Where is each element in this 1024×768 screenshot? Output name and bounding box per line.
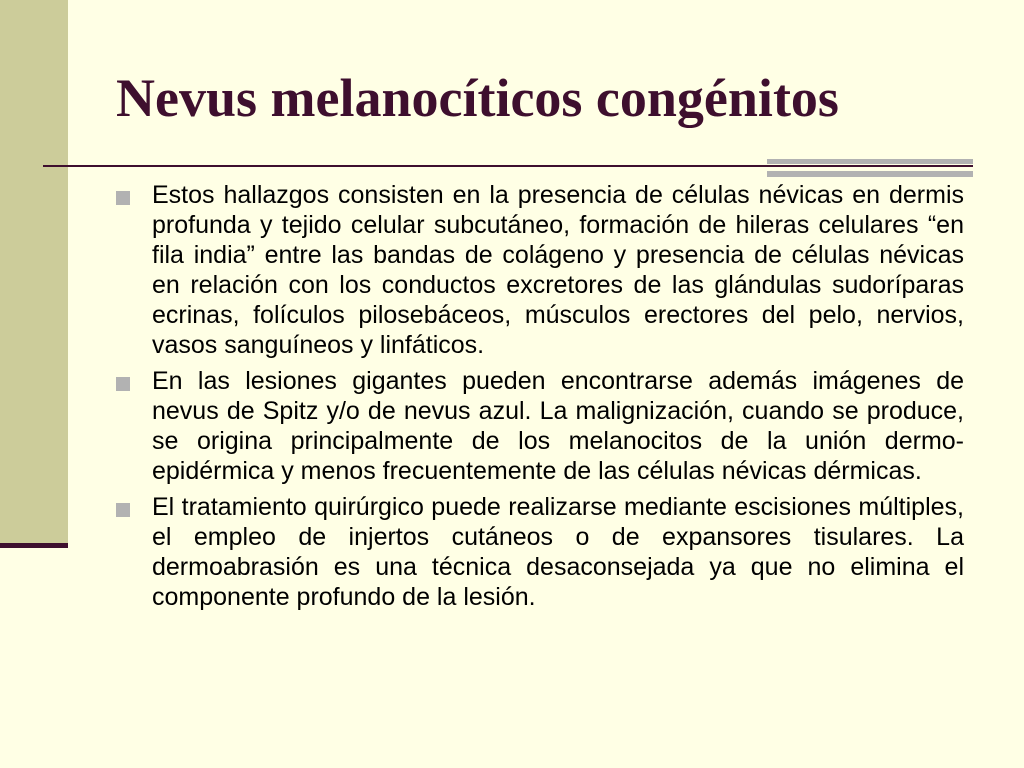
slide-title: Nevus melanocíticos congénitos: [116, 68, 839, 128]
divider-accent-bar-bottom: [767, 171, 973, 177]
bullet-list: [116, 180, 964, 612]
left-decorative-band: [0, 0, 68, 545]
bullet-item: [116, 492, 964, 612]
slide-body: [116, 180, 964, 618]
left-band-underline: [0, 543, 68, 548]
bullet-text: En las lesiones gigantes pueden encontrarse además imágenes de nevus de Spitz y/o de nevus azul. La malignización, cuando se produce, se origina principalmente de los melanocitos de la unión dermo-epidérmica y menos frecuentemente de las células névicas dérmicas.: [152, 367, 964, 485]
bullet-item: [116, 366, 964, 486]
bullet-text: Estos hallazgos consisten en la presencia de células névicas en dermis profunda y tejido celular subcutáneo, formación de hileras celulares “en fila india” entre las bandas de colágeno y presencia de células névicas en relación con los conductos excretores de las glándulas sudoríparas ecrinas, folículos pilosebáceos, músculos erectores del pelo, nervios, vasos sanguíneos y linfáticos.: [152, 181, 964, 359]
bullet-text: El tratamiento quirúrgico puede realizarse mediante escisiones múltiples, el empleo de injertos cutáneos o de expansores tisulares. La dermoabrasión es una técnica desaconsejada ya que no elimina el componente profundo de la lesión.: [152, 493, 964, 611]
bullet-item: [116, 180, 964, 360]
title-divider: [43, 165, 973, 167]
square-bullet-icon: [116, 191, 130, 205]
square-bullet-icon: [116, 377, 130, 391]
divider-accent-bar-top: [767, 159, 973, 164]
square-bullet-icon: [116, 503, 130, 517]
